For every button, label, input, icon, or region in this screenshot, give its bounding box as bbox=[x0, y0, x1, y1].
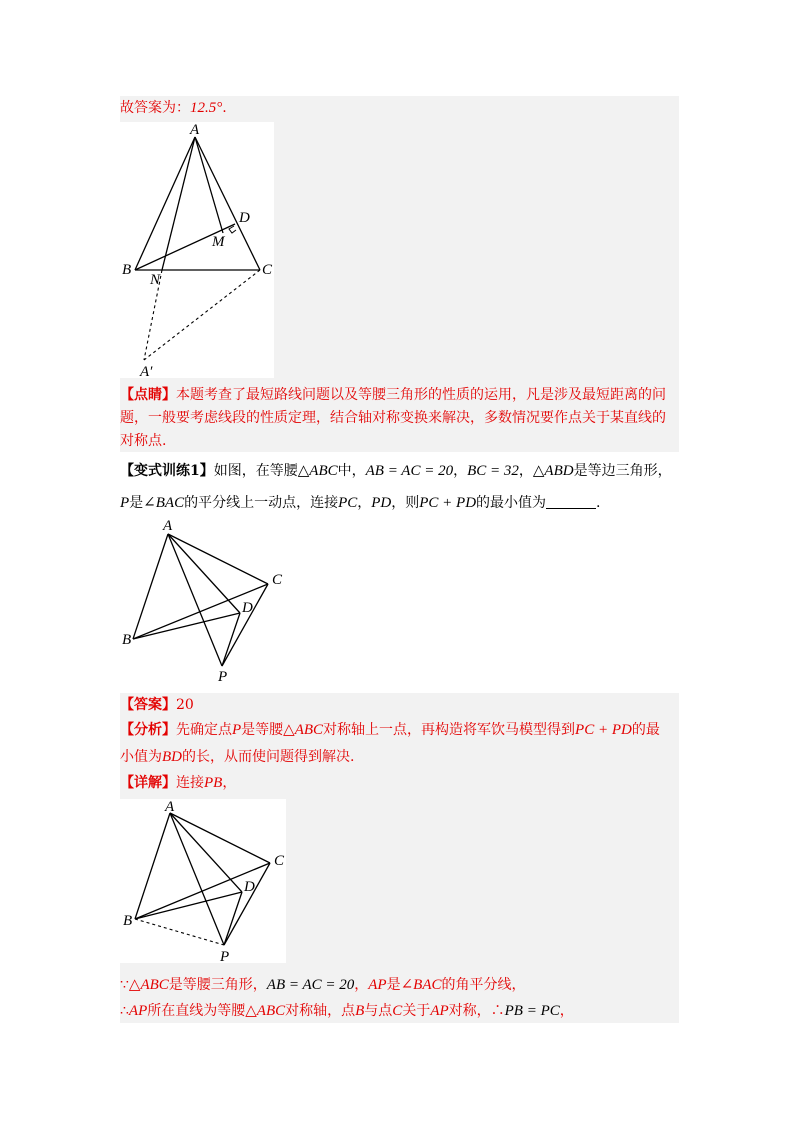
proof-line-2: ∴AP所在直线为等腰△ABC对称轴，点B与点C关于AP对称，∴PB = PC， bbox=[120, 1003, 574, 1019]
fig3-segment-ac bbox=[170, 813, 270, 863]
fig3-segment-pc bbox=[224, 863, 270, 945]
fig2-segment-pc bbox=[222, 584, 268, 666]
exercise-line-2: P是∠BAC的平分线上一动点，连接PC，PD，则PC + PD的最小值为 . bbox=[120, 495, 601, 511]
solution-block bbox=[120, 693, 679, 1023]
note-line-3: 对称点. bbox=[120, 433, 167, 449]
fig2-label-b: B bbox=[122, 632, 132, 648]
fig3-segment-ad bbox=[170, 813, 242, 892]
fig1-label-a: A bbox=[190, 122, 200, 138]
fig3-label-b: B bbox=[123, 913, 133, 929]
fig1-label-m: M bbox=[212, 234, 225, 250]
fig3-segment-ab bbox=[135, 813, 170, 919]
analysis-line-2: 小值为BD的长，从而使问题得到解决. bbox=[120, 749, 355, 765]
fig3-segment-ap bbox=[170, 813, 224, 945]
previous-answer-line: 故答案为：12.5°. bbox=[120, 100, 227, 116]
fig1-label-n: N bbox=[150, 272, 161, 288]
figure-2-diagram bbox=[118, 516, 293, 684]
figure-1 bbox=[120, 122, 274, 378]
fig3-dashed-pb bbox=[135, 919, 224, 945]
note-line-1: 【点睛】本题考查了最短路线问题以及等腰三角形的性质的运用，凡是涉及最短距离的问 bbox=[120, 387, 666, 403]
note-line-2: 题，一般要考虑线段的性质定理，结合轴对称变换来解决，多数情况要作点关于某直线的 bbox=[120, 410, 666, 426]
exercise-block bbox=[120, 459, 680, 515]
fig2-label-a: A bbox=[163, 518, 173, 534]
fig3-label-p: P bbox=[220, 949, 230, 963]
fig1-label-c: C bbox=[262, 262, 273, 278]
proof-line-1: ∵△ABC是等腰三角形，AB = AC = 20，AP是∠BAC的角平分线， bbox=[120, 977, 526, 993]
fig1-label-d: D bbox=[239, 210, 250, 226]
fig3-label-c: C bbox=[274, 853, 285, 869]
fig3-segment-bd bbox=[135, 892, 242, 919]
fig2-label-p: P bbox=[218, 669, 228, 684]
fig1-segment-ac bbox=[195, 137, 260, 270]
fig2-segment-ap bbox=[168, 534, 222, 666]
fig1-right-angle-mark bbox=[229, 226, 236, 233]
fig3-label-a: A bbox=[165, 799, 175, 815]
fig1-label-a-prime: A′ bbox=[140, 364, 153, 378]
figure-3-diagram bbox=[120, 799, 286, 963]
answer-blank bbox=[546, 494, 596, 509]
fig2-label-c: C bbox=[272, 572, 283, 588]
fig3-label-d: D bbox=[244, 879, 255, 895]
figure-3 bbox=[120, 799, 286, 963]
previous-solution-block bbox=[120, 96, 679, 452]
fig2-segment-ab bbox=[133, 534, 168, 639]
exercise-line-1: 【变式训练1】如图，在等腰△ABC中，AB = AC = 20，BC = 32，△ABD是等边三角形， bbox=[120, 463, 672, 479]
fig2-segment-ac bbox=[168, 534, 268, 584]
analysis-line-1: 【分析】先确定点P是等腰△ABC对称轴上一点，再构造将军饮马模型得到PC + PD的最 bbox=[120, 722, 660, 738]
detail-line: 【详解】连接PB， bbox=[120, 775, 237, 791]
fig2-label-d: D bbox=[242, 600, 253, 616]
fig1-label-b: B bbox=[122, 262, 132, 278]
figure-1-diagram bbox=[120, 122, 274, 378]
answer-line: 【答案】20 bbox=[120, 697, 194, 713]
figure-2 bbox=[118, 516, 293, 684]
fig1-segment-ab bbox=[135, 137, 195, 270]
fig2-segment-ad bbox=[168, 534, 240, 613]
fig1-dashed-ca2 bbox=[144, 270, 260, 360]
